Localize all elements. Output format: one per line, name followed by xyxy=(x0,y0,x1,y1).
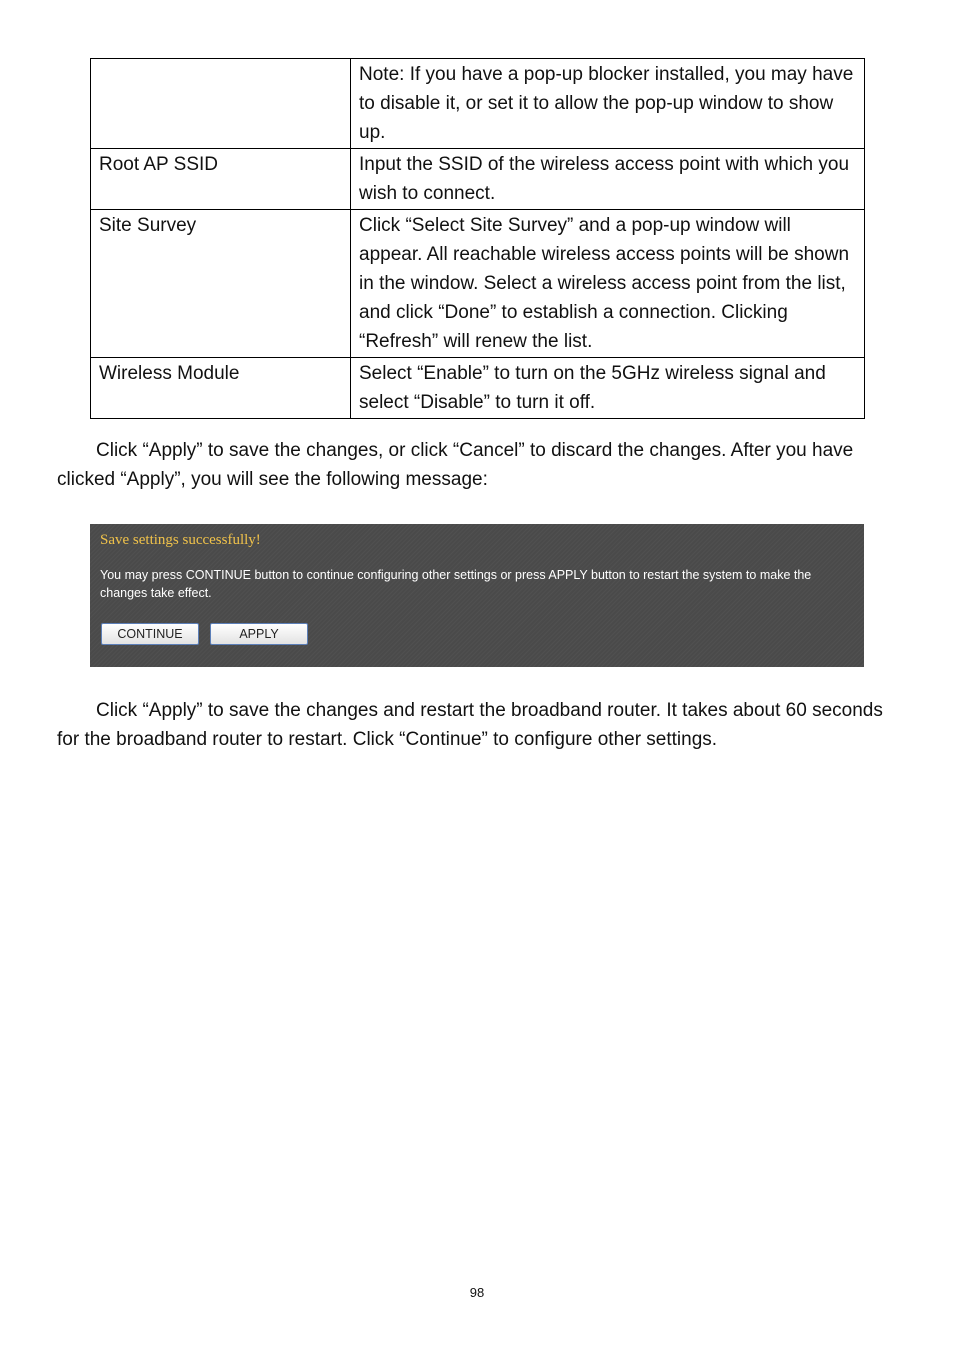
apply-button[interactable]: APPLY xyxy=(210,623,308,645)
table-row xyxy=(91,59,865,149)
setting-name: Site Survey xyxy=(91,210,351,358)
table-row xyxy=(91,358,865,419)
setting-description: Note: If you have a pop-up blocker installed, you may have to disable it, or set it to allow the pop-up window to show up. xyxy=(351,59,865,149)
continue-button[interactable]: CONTINUE xyxy=(101,623,199,645)
setting-description: Click “Select Site Survey” and a pop-up window will appear. All reachable wireless access points will be shown in the window. Select a wireless access point from the list, and click “Done” to establish a connection. Clicking “Refresh” will renew the list. xyxy=(351,210,865,358)
settings-description-table xyxy=(90,58,865,419)
dialog-button-row xyxy=(101,623,308,645)
dialog-message: You may press CONTINUE button to continue configuring other settings or press APPLY button to restart the system to make the changes take effect. xyxy=(100,568,812,600)
dialog-title: Save settings successfully! xyxy=(100,532,261,548)
setting-description: Select “Enable” to turn on the 5GHz wireless signal and select “Disable” to turn it off. xyxy=(351,358,865,419)
setting-description: Input the SSID of the wireless access point with which you wish to connect. xyxy=(351,149,865,210)
setting-name: Wireless Module xyxy=(91,358,351,419)
setting-name xyxy=(91,59,351,149)
apply-cancel-paragraph: Click “Apply” to save the changes, or click “Cancel” to discard the changes. After you have clicked “Apply”, you will see the following message: xyxy=(57,440,854,490)
table-row xyxy=(91,210,865,358)
setting-name: Root AP SSID xyxy=(91,149,351,210)
apply-restart-paragraph: Click “Apply” to save the changes and restart the broadband router. It takes about 60 seconds for the broadband router to restart. Click “Continue” to configure other settings. xyxy=(57,700,883,750)
page-number: 98 xyxy=(469,1285,485,1300)
save-settings-dialog xyxy=(90,524,864,667)
table-row xyxy=(91,149,865,210)
